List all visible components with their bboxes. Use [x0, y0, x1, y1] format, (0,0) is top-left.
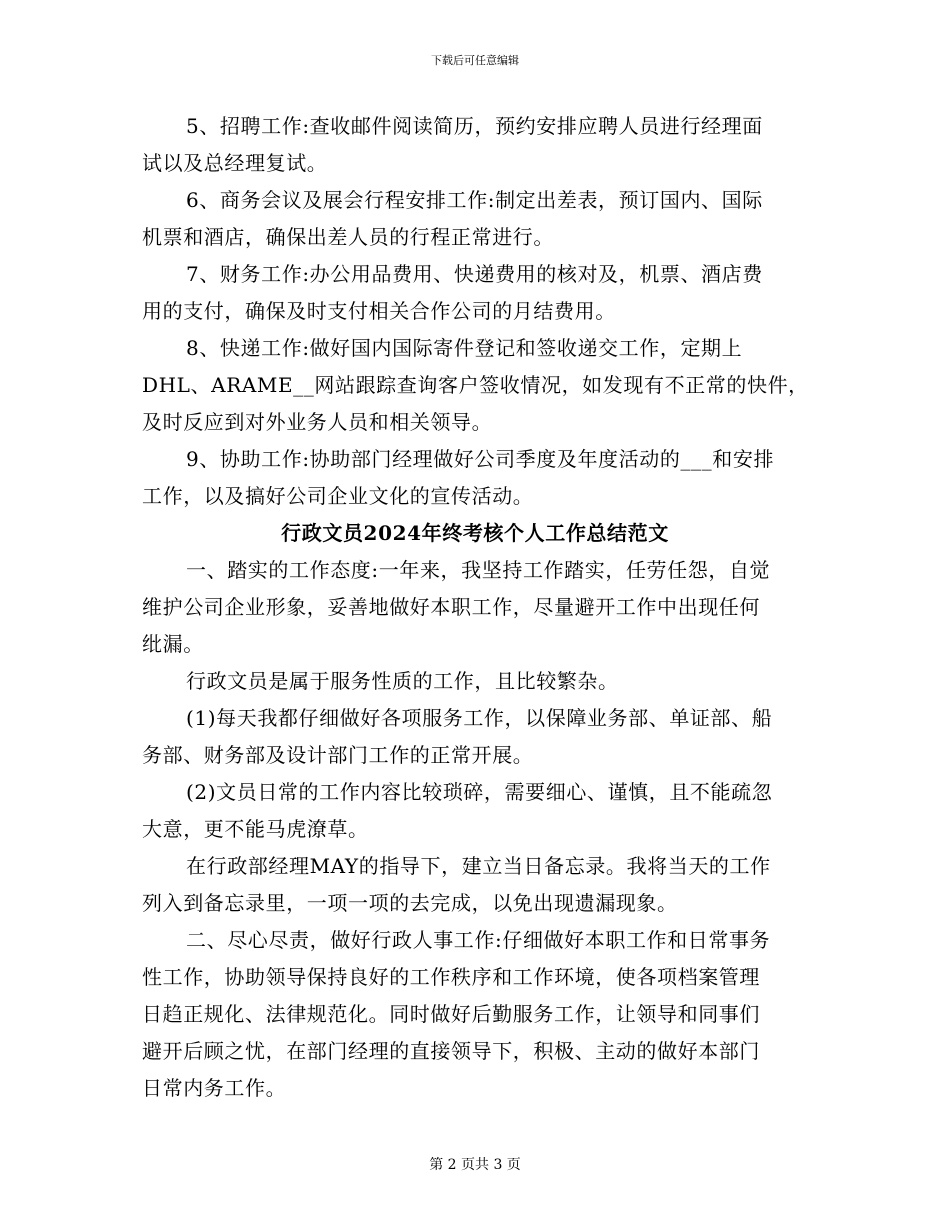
- section-heading: [142, 515, 808, 552]
- text-line: 避开后顾之忧，在部门经理的直接领导下，积极、主动的做好本部门: [142, 1039, 760, 1063]
- text-line: 7、财务工作:办公用品费用、快递费用的核对及，机票、酒店费: [186, 262, 763, 286]
- text-line: 行政文员是属于服务性质的工作，且比较繁杂。: [186, 669, 619, 693]
- paragraph: [142, 663, 808, 700]
- text-line: 8、快递工作:做好国内国际寄件登记和签收递交工作，定期上: [186, 336, 743, 360]
- page-footer: 第 2 页共 3 页: [429, 1157, 521, 1173]
- text-line: 机票和酒店，确保出差人员的行程正常进行。: [142, 225, 554, 249]
- paragraph: [142, 552, 808, 663]
- text-line: 及时反应到对外业务人员和相关领导。: [142, 410, 493, 434]
- text-line: 试以及总经理复试。: [142, 151, 328, 175]
- text-line: 行政文员2024年终考核个人工作总结范文: [281, 521, 669, 545]
- text-line: 性工作，协助领导保持良好的工作秩序和工作环境，使各项档案管理: [142, 965, 760, 989]
- text-line: 二、尽心尽责，做好行政人事工作:仔细做好本职工作和日常事务: [186, 928, 771, 952]
- text-line: 日常内务工作。: [142, 1076, 287, 1100]
- text-line: 纰漏。: [142, 632, 204, 656]
- paragraph: [142, 108, 808, 182]
- text-line: 在行政部经理MAY的指导下，建立当日备忘录。我将当天的工作: [186, 854, 771, 878]
- paragraph: [142, 256, 808, 330]
- text-line: 6、商务会议及展会行程安排工作:制定出差表，预订国内、国际: [186, 188, 763, 212]
- document-body: [142, 108, 808, 1107]
- text-line: 一、踏实的工作态度:一年来，我坚持工作踏实，任劳任怨，自觉: [186, 558, 771, 582]
- text-line: 列入到备忘录里，一项一项的去完成，以免出现遗漏现象。: [142, 891, 678, 915]
- text-line: DHL、ARAME__网站跟踪查询客户签收情况，如发现有不正常的快件，: [142, 373, 809, 397]
- paragraph: [142, 700, 808, 774]
- paragraph: [142, 848, 808, 922]
- text-line: 务部、财务部及设计部门工作的正常开展。: [142, 743, 534, 767]
- text-line: 9、协助工作:协助部门经理做好公司季度及年度活动的___和安排: [186, 447, 775, 471]
- paragraph: [142, 774, 808, 848]
- text-line: 维护公司企业形象，妥善地做好本职工作，尽量避开工作中出现任何: [142, 595, 760, 619]
- text-line: (2)文员日常的工作内容比较琐碎，需要细心、谨慎，且不能疏忽: [186, 780, 773, 804]
- paragraph: [142, 182, 808, 256]
- text-line: 用的支付，确保及时支付相关合作公司的月结费用。: [142, 299, 616, 323]
- paragraph: [142, 922, 808, 1107]
- text-line: 5、招聘工作:查收邮件阅读简历，预约安排应聘人员进行经理面: [186, 114, 763, 138]
- text-line: (1)每天我都仔细做好各项服务工作，以保障业务部、单证部、船: [186, 706, 773, 730]
- text-line: 日趋正规化、法律规范化。同时做好后勤服务工作，让领导和同事们: [142, 1002, 760, 1026]
- text-line: 工作，以及搞好公司企业文化的宣传活动。: [142, 484, 534, 508]
- paragraph: [142, 441, 808, 515]
- text-line: 大意，更不能马虎潦草。: [142, 817, 369, 841]
- page-header: 下载后可任意编辑: [431, 54, 519, 67]
- paragraph: [142, 330, 808, 441]
